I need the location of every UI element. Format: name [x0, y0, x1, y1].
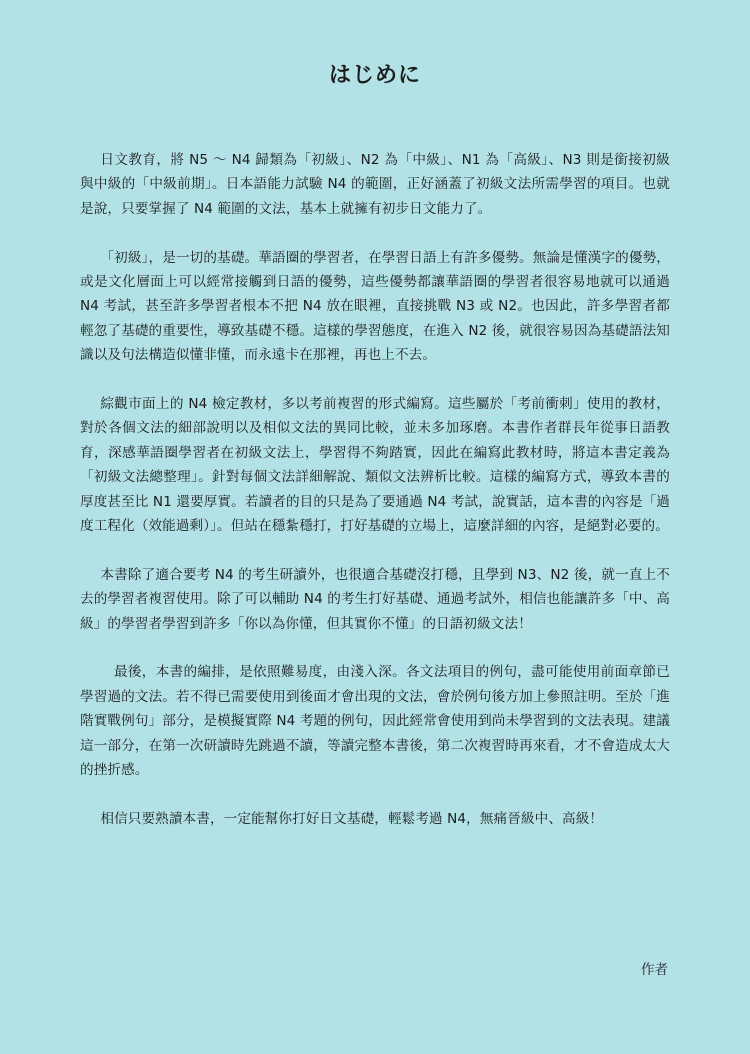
- paragraph-4: 本書除了適合要考 N4 的考生研讀外，也很適合基礎沒打穩，且學到 N3、N2 後，就一直上不去的學習者複習使用。除了可以輔助 N4 的考生打好基礎、通過考試外，相信也能讓許多「中、高級」的學習者學習到許多「你以為你懂，但其實你不懂」的日語初級文法！: [80, 566, 670, 632]
- paragraph-5: 最後，本書的編排，是依照難易度，由淺入深。各文法項目的例句，盡可能使用前面章節已學習過的文法。若不得已需要使用到後面才會出現的文法，會於例句後方加上參照註明。至於「進階實戰例句」部分，是模擬實際 N4 考題的例句，因此經常會使用到尚未學習到的文法表現。建議這一部分，在第一次研讀時先跳過不讀，等讀完整本書後，第二次複習時再來看，才不會造成太大的挫折感。: [80, 664, 670, 779]
- paragraph-1: 日文教育，將 N5 ～ N4 歸類為「初級」、N2 為「中級」、N1 為「高級」、N3 則是銜接初級與中級的「中級前期」。日本語能力試驗 N4 的範圍，正好涵蓋了初級文法所需學習的項目。也就是說，只要掌握了 N4 範圍的文法，基本上就擁有初步日文能力了。: [80, 152, 670, 217]
- paragraph-2: 「初級」，是一切的基礎。華語圈的學習者，在學習日語上有許多優勢。無論是懂漢字的優勢，或是文化層面上可以經常接觸到日語的優勢，這些優勢都讓華語圈的學習者很容易地就可以通過 N4 考試，甚至許多學習者根本不把 N4 放在眼裡，直接挑戰 N3 或 N2。也因此，許多學習者都輕忽了基礎的重要性，導致基礎不穩。這樣的學習態度，在進入 N2 後，就很容易因為基礎語法知識以及句法構造似懂非懂，而永遠卡在那裡，再也上不去。: [80, 249, 670, 364]
- paragraph-3: 綜觀市面上的 N4 檢定教材，多以考前複習的形式編寫。這些屬於「考前衝刺」使用的教材，對於各個文法的細部說明以及相似文法的異同比較，並未多加琢磨。本書作者群長年從事日語教育，深感華語圈學習者在初級文法上，學習得不夠踏實，因此在編寫此教材時，將這本書定義為「初級文法總整理」。針對每個文法詳細解說、類似文法辨析比較。這樣的編寫方式，導致本書的厚度甚至比 N1 還要厚實。若讀者的目的只是為了要通過 N4 考試，說實話，這本書的內容是「過度工程化（效能過剩）」。但站在穩紮穩打，打好基礎的立場上，這麼詳細的內容，是絕對必要的。: [80, 396, 670, 535]
- preface-body: [80, 148, 670, 856]
- paragraph-6: 相信只要熟讀本書，一定能幫你打好日文基礎，輕鬆考過 N4，無痛晉級中、高級！: [100, 810, 604, 827]
- page-title: はじめに: [328, 63, 421, 88]
- author-signature: 作者: [640, 962, 668, 978]
